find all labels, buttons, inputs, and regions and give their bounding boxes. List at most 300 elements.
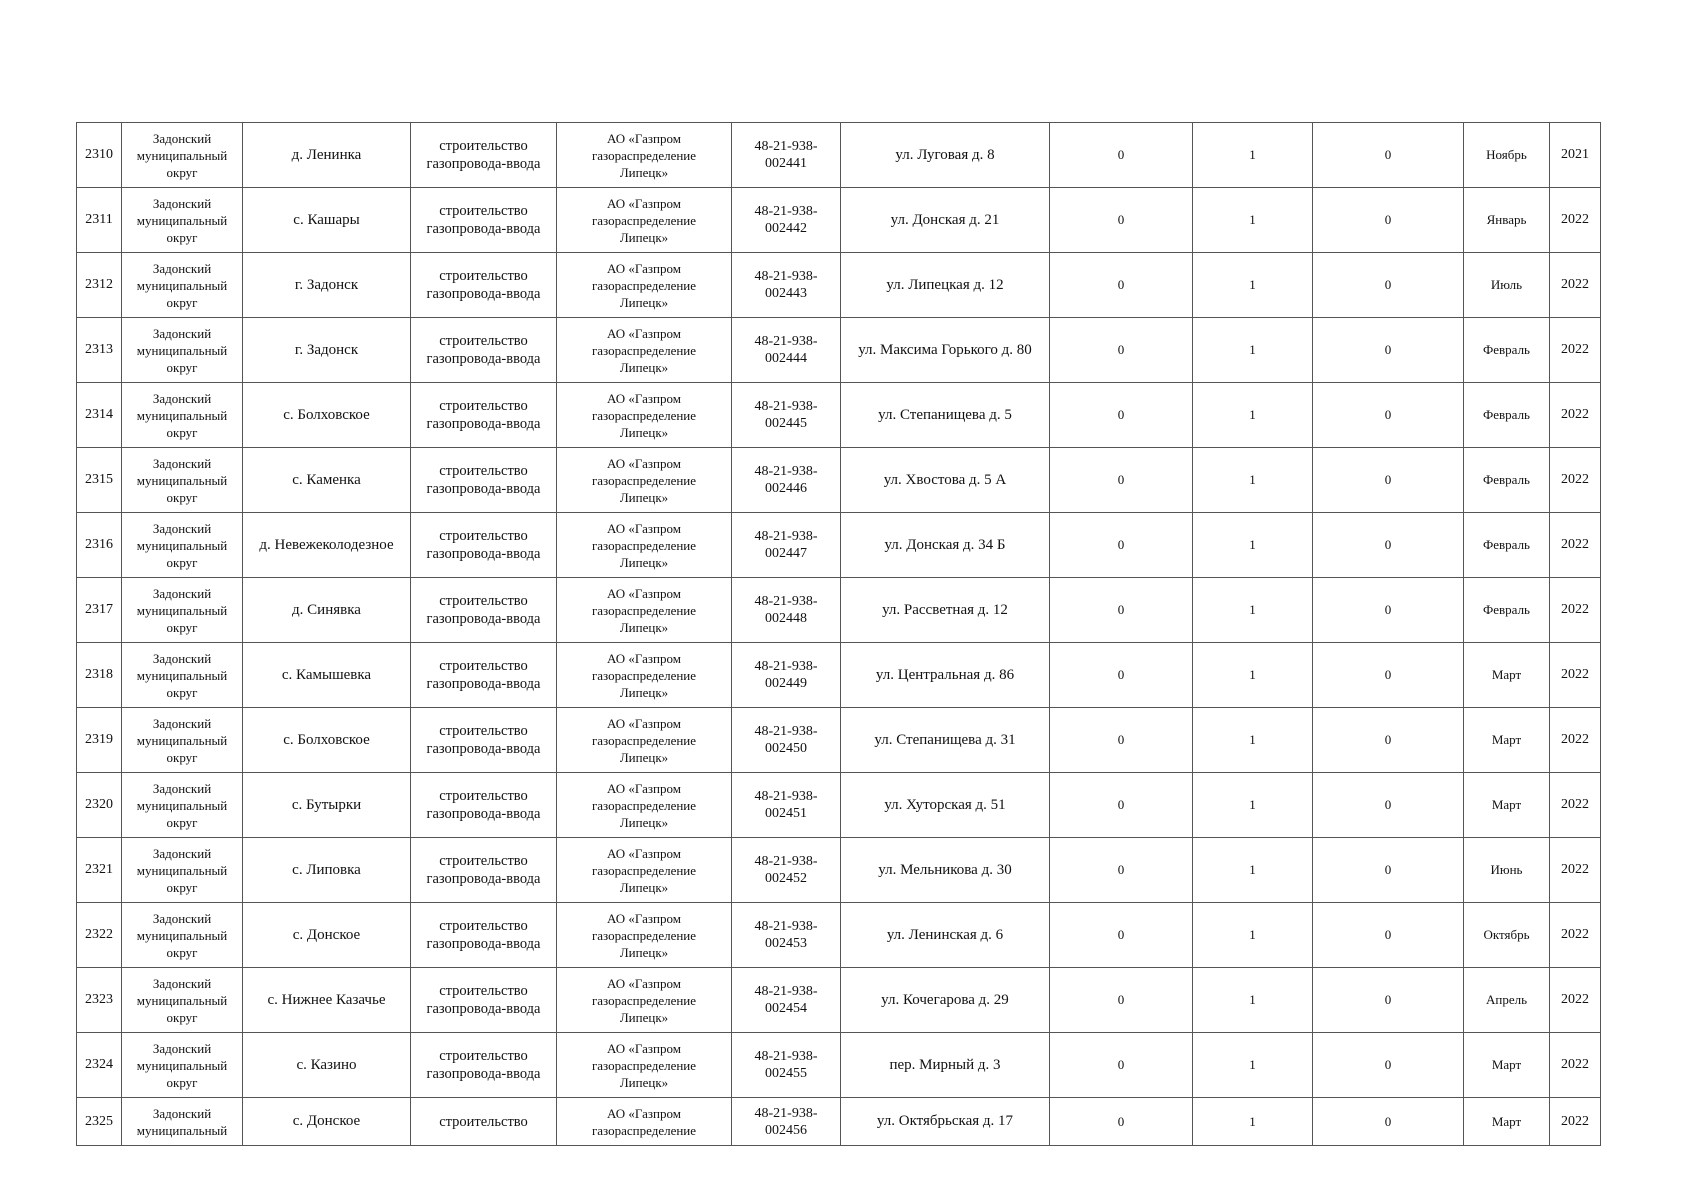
organization-line: АО «Газпром <box>607 845 681 861</box>
work-type-line: газопровода-ввода <box>426 351 541 367</box>
municipality-cell <box>122 578 243 643</box>
value-3-cell: 0 <box>1313 448 1464 513</box>
municipality-line: округ <box>166 554 198 570</box>
municipality-line: Задонский <box>152 650 212 666</box>
registry-code-line: 002455 <box>765 1066 807 1081</box>
month-cell: Март <box>1464 643 1550 708</box>
work-type-line: строительство <box>439 528 528 544</box>
work-type-line: газопровода-ввода <box>426 221 541 237</box>
organization-cell <box>557 123 732 188</box>
municipality-line: округ <box>166 424 198 440</box>
registry-code-cell <box>732 513 841 578</box>
value-1-cell: 0 <box>1050 383 1193 448</box>
organization-line: АО «Газпром <box>607 585 681 601</box>
registry-code-line: 002454 <box>765 1001 807 1016</box>
municipality-line: Задонский <box>152 130 212 146</box>
address-cell: ул. Мельникова д. 30 <box>841 838 1050 903</box>
year-cell: 2022 <box>1550 513 1601 578</box>
value-1-cell: 0 <box>1050 1033 1193 1098</box>
work-type-line: строительство <box>439 1048 528 1064</box>
value-2-cell: 1 <box>1193 318 1313 383</box>
row-number-cell: 2320 <box>77 773 122 838</box>
organization-line: АО «Газпром <box>607 260 681 276</box>
month-cell: Февраль <box>1464 383 1550 448</box>
work-type-line: строительство <box>439 203 528 219</box>
municipality-line: округ <box>166 684 198 700</box>
organization-cell <box>557 448 732 513</box>
organization-cell <box>557 578 732 643</box>
registry-code-line: 002452 <box>765 871 807 886</box>
municipality-line: округ <box>166 1074 198 1090</box>
month-cell: Октябрь <box>1464 903 1550 968</box>
value-2-cell: 1 <box>1193 1033 1313 1098</box>
address-cell: ул. Луговая д. 8 <box>841 123 1050 188</box>
address-cell: ул. Ленинская д. 6 <box>841 903 1050 968</box>
table-row <box>77 188 1601 253</box>
month-cell: Март <box>1464 708 1550 773</box>
municipality-cell <box>122 318 243 383</box>
organization-cell <box>557 1033 732 1098</box>
registry-code-line: 48-21-938- <box>754 399 818 414</box>
registry-code-cell <box>732 448 841 513</box>
municipality-line: муниципальный <box>136 212 228 228</box>
organization-line: газораспределение <box>591 667 697 683</box>
municipality-line: муниципальный <box>136 537 228 553</box>
organization-line: газораспределение <box>591 862 697 878</box>
table-row <box>77 838 1601 903</box>
row-number-cell: 2315 <box>77 448 122 513</box>
organization-line: АО «Газпром <box>607 195 681 211</box>
registry-code-line: 48-21-938- <box>754 919 818 934</box>
registry-code-line: 002443 <box>765 286 807 301</box>
value-2-cell: 1 <box>1193 448 1313 513</box>
municipality-line: муниципальный <box>136 407 228 423</box>
municipality-line: муниципальный <box>136 277 228 293</box>
registry-code-cell <box>732 123 841 188</box>
value-2-cell: 1 <box>1193 578 1313 643</box>
table-row <box>77 448 1601 513</box>
row-number-cell: 2322 <box>77 903 122 968</box>
work-type-line: газопровода-ввода <box>426 286 541 302</box>
organization-line: газораспределение <box>591 147 697 163</box>
year-cell: 2022 <box>1550 1098 1601 1146</box>
table-row <box>77 123 1601 188</box>
work-type-line: строительство <box>439 853 528 869</box>
registry-code-line: 48-21-938- <box>754 269 818 284</box>
value-3-cell: 0 <box>1313 123 1464 188</box>
registry-code-line: 48-21-938- <box>754 1049 818 1064</box>
organization-cell <box>557 383 732 448</box>
work-type-line: строительство <box>439 333 528 349</box>
work-type-line: строительство <box>439 658 528 674</box>
work-type-cell <box>411 578 557 643</box>
organization-line: Липецк» <box>619 944 669 960</box>
registry-code-line: 48-21-938- <box>754 594 818 609</box>
municipality-line: муниципальный <box>136 147 228 163</box>
table-row <box>77 968 1601 1033</box>
month-cell: Февраль <box>1464 448 1550 513</box>
address-cell: ул. Центральная д. 86 <box>841 643 1050 708</box>
organization-line: газораспределение <box>591 797 697 813</box>
organization-line: Липецк» <box>619 294 669 310</box>
organization-line: газораспределение <box>591 1122 697 1138</box>
municipality-cell <box>122 448 243 513</box>
value-3-cell: 0 <box>1313 903 1464 968</box>
locality-cell: с. Болховское <box>243 383 411 448</box>
address-cell: ул. Донская д. 34 Б <box>841 513 1050 578</box>
organization-cell <box>557 1098 732 1146</box>
organization-cell <box>557 188 732 253</box>
value-2-cell: 1 <box>1193 643 1313 708</box>
organization-line: АО «Газпром <box>607 1105 681 1121</box>
registry-code-cell <box>732 318 841 383</box>
year-cell: 2022 <box>1550 578 1601 643</box>
municipality-cell <box>122 253 243 318</box>
municipality-line: муниципальный <box>136 732 228 748</box>
organization-line: газораспределение <box>591 927 697 943</box>
table-row <box>77 253 1601 318</box>
municipality-line: округ <box>166 164 198 180</box>
organization-line: Липецк» <box>619 1074 669 1090</box>
municipality-line: Задонский <box>152 195 212 211</box>
organization-line: газораспределение <box>591 1057 697 1073</box>
municipality-line: Задонский <box>152 325 212 341</box>
organization-line: газораспределение <box>591 277 697 293</box>
address-cell: ул. Хвостова д. 5 А <box>841 448 1050 513</box>
value-2-cell: 1 <box>1193 1098 1313 1146</box>
value-1-cell: 0 <box>1050 188 1193 253</box>
value-3-cell: 0 <box>1313 773 1464 838</box>
municipality-line: Задонский <box>152 845 212 861</box>
organization-cell <box>557 513 732 578</box>
value-2-cell: 1 <box>1193 253 1313 318</box>
address-cell: ул. Максима Горького д. 80 <box>841 318 1050 383</box>
locality-cell: с. Нижнее Казачье <box>243 968 411 1033</box>
work-type-cell <box>411 1033 557 1098</box>
registry-code-line: 48-21-938- <box>754 789 818 804</box>
registry-code-line: 48-21-938- <box>754 1105 818 1121</box>
registry-code-line: 48-21-938- <box>754 139 818 154</box>
municipality-line: округ <box>166 229 198 245</box>
registry-code-cell <box>732 903 841 968</box>
value-1-cell: 0 <box>1050 123 1193 188</box>
row-number-cell: 2325 <box>77 1098 122 1146</box>
work-type-line: строительство <box>439 138 528 154</box>
organization-line: Липецк» <box>619 229 669 245</box>
registry-code-line: 48-21-938- <box>754 334 818 349</box>
registry-code-line: 48-21-938- <box>754 204 818 219</box>
row-number-cell: 2317 <box>77 578 122 643</box>
municipality-cell <box>122 968 243 1033</box>
value-3-cell: 0 <box>1313 1033 1464 1098</box>
row-number-cell: 2321 <box>77 838 122 903</box>
value-1-cell: 0 <box>1050 968 1193 1033</box>
year-cell: 2022 <box>1550 643 1601 708</box>
organization-line: АО «Газпром <box>607 780 681 796</box>
organization-line: АО «Газпром <box>607 975 681 991</box>
organization-line: АО «Газпром <box>607 715 681 731</box>
municipality-cell <box>122 188 243 253</box>
value-2-cell: 1 <box>1193 773 1313 838</box>
value-3-cell: 0 <box>1313 253 1464 318</box>
work-type-cell <box>411 903 557 968</box>
organization-line: АО «Газпром <box>607 390 681 406</box>
locality-cell: с. Донское <box>243 1098 411 1146</box>
row-number-cell: 2318 <box>77 643 122 708</box>
registry-code-cell <box>732 708 841 773</box>
work-type-cell <box>411 188 557 253</box>
value-1-cell: 0 <box>1050 253 1193 318</box>
municipality-line: округ <box>166 1009 198 1025</box>
address-cell: пер. Мирный д. 3 <box>841 1033 1050 1098</box>
month-cell: Июль <box>1464 253 1550 318</box>
registry-code-line: 002445 <box>765 416 807 431</box>
locality-cell: с. Донское <box>243 903 411 968</box>
work-type-line: газопровода-ввода <box>426 611 541 627</box>
value-3-cell: 0 <box>1313 188 1464 253</box>
municipality-line: округ <box>166 294 198 310</box>
registry-code-line: 002447 <box>765 546 807 561</box>
year-cell: 2021 <box>1550 123 1601 188</box>
registry-code-cell <box>732 253 841 318</box>
municipality-line: Задонский <box>152 585 212 601</box>
address-cell: ул. Степанищева д. 31 <box>841 708 1050 773</box>
value-2-cell: 1 <box>1193 708 1313 773</box>
locality-cell: с. Липовка <box>243 838 411 903</box>
municipality-line: округ <box>166 619 198 635</box>
registry-code-line: 002442 <box>765 221 807 236</box>
municipality-line: округ <box>166 944 198 960</box>
locality-cell: д. Ленинка <box>243 123 411 188</box>
organization-line: газораспределение <box>591 342 697 358</box>
work-type-line: строительство <box>439 918 528 934</box>
work-type-cell <box>411 968 557 1033</box>
organization-line: Липецк» <box>619 359 669 375</box>
work-type-line: газопровода-ввода <box>426 806 541 822</box>
work-type-line: строительство <box>439 983 528 999</box>
year-cell: 2022 <box>1550 903 1601 968</box>
registry-code-line: 002449 <box>765 676 807 691</box>
organization-line: АО «Газпром <box>607 1040 681 1056</box>
table-row <box>77 1098 1601 1146</box>
organization-line: Липецк» <box>619 1009 669 1025</box>
work-type-cell <box>411 1098 557 1146</box>
work-type-cell <box>411 253 557 318</box>
registry-code-line: 002453 <box>765 936 807 951</box>
organization-line: газораспределение <box>591 472 697 488</box>
year-cell: 2022 <box>1550 773 1601 838</box>
month-cell: Март <box>1464 1033 1550 1098</box>
value-3-cell: 0 <box>1313 838 1464 903</box>
municipality-cell <box>122 123 243 188</box>
year-cell: 2022 <box>1550 318 1601 383</box>
value-1-cell: 0 <box>1050 1098 1193 1146</box>
organization-line: АО «Газпром <box>607 520 681 536</box>
municipality-cell <box>122 708 243 773</box>
registry-code-cell <box>732 1033 841 1098</box>
row-number-cell: 2323 <box>77 968 122 1033</box>
organization-cell <box>557 708 732 773</box>
organization-cell <box>557 773 732 838</box>
year-cell: 2022 <box>1550 968 1601 1033</box>
locality-cell: с. Кашары <box>243 188 411 253</box>
municipality-line: муниципальный <box>136 342 228 358</box>
organization-line: Липецк» <box>619 489 669 505</box>
work-type-cell <box>411 123 557 188</box>
municipality-line: Задонский <box>152 390 212 406</box>
organization-line: АО «Газпром <box>607 650 681 666</box>
table-row <box>77 708 1601 773</box>
row-number-cell: 2314 <box>77 383 122 448</box>
organization-line: газораспределение <box>591 602 697 618</box>
row-number-cell: 2313 <box>77 318 122 383</box>
value-3-cell: 0 <box>1313 578 1464 643</box>
work-type-cell <box>411 383 557 448</box>
municipality-line: муниципальный <box>136 992 228 1008</box>
month-cell: Февраль <box>1464 318 1550 383</box>
work-type-line: газопровода-ввода <box>426 416 541 432</box>
organization-cell <box>557 253 732 318</box>
registry-code-line: 002444 <box>765 351 807 366</box>
registry-code-line: 002446 <box>765 481 807 496</box>
year-cell: 2022 <box>1550 838 1601 903</box>
registry-code-line: 002456 <box>765 1122 807 1138</box>
row-number-cell: 2311 <box>77 188 122 253</box>
value-1-cell: 0 <box>1050 578 1193 643</box>
work-type-line: газопровода-ввода <box>426 741 541 757</box>
value-2-cell: 1 <box>1193 903 1313 968</box>
locality-cell: д. Невежеколодезное <box>243 513 411 578</box>
registry-code-cell <box>732 1098 841 1146</box>
registry-code-line: 48-21-938- <box>754 854 818 869</box>
value-3-cell: 0 <box>1313 318 1464 383</box>
row-number-cell: 2319 <box>77 708 122 773</box>
municipality-line: муниципальный <box>136 472 228 488</box>
work-type-line: строительство <box>439 398 528 414</box>
work-type-line: строительство <box>439 788 528 804</box>
municipality-cell <box>122 773 243 838</box>
year-cell: 2022 <box>1550 708 1601 773</box>
value-3-cell: 0 <box>1313 708 1464 773</box>
work-type-cell <box>411 773 557 838</box>
year-cell: 2022 <box>1550 1033 1601 1098</box>
row-number-cell: 2316 <box>77 513 122 578</box>
value-1-cell: 0 <box>1050 903 1193 968</box>
month-cell: Март <box>1464 773 1550 838</box>
value-2-cell: 1 <box>1193 513 1313 578</box>
municipality-line: Задонский <box>152 715 212 731</box>
organization-cell <box>557 643 732 708</box>
organization-cell <box>557 838 732 903</box>
work-type-line: газопровода-ввода <box>426 871 541 887</box>
municipality-line: муниципальный <box>136 667 228 683</box>
value-3-cell: 0 <box>1313 968 1464 1033</box>
year-cell: 2022 <box>1550 253 1601 318</box>
work-type-line: строительство <box>439 593 528 609</box>
work-type-cell <box>411 708 557 773</box>
work-type-line: газопровода-ввода <box>426 676 541 692</box>
work-type-cell <box>411 448 557 513</box>
registry-code-cell <box>732 383 841 448</box>
work-type-line: строительство <box>439 723 528 739</box>
value-1-cell: 0 <box>1050 773 1193 838</box>
work-type-line: газопровода-ввода <box>426 481 541 497</box>
organization-line: Липецк» <box>619 814 669 830</box>
locality-cell: г. Задонск <box>243 318 411 383</box>
municipality-line: округ <box>166 489 198 505</box>
year-cell: 2022 <box>1550 448 1601 513</box>
organization-line: АО «Газпром <box>607 455 681 471</box>
table-row <box>77 773 1601 838</box>
value-3-cell: 0 <box>1313 643 1464 708</box>
work-type-cell <box>411 513 557 578</box>
row-number-cell: 2324 <box>77 1033 122 1098</box>
month-cell: Ноябрь <box>1464 123 1550 188</box>
municipality-line: Задонский <box>152 910 212 926</box>
organization-line: Липецк» <box>619 749 669 765</box>
work-type-line: строительство <box>439 268 528 284</box>
month-cell: Январь <box>1464 188 1550 253</box>
municipality-line: округ <box>166 814 198 830</box>
organization-line: АО «Газпром <box>607 910 681 926</box>
registry-code-line: 48-21-938- <box>754 724 818 739</box>
row-number-cell: 2310 <box>77 123 122 188</box>
table-body <box>77 123 1601 1146</box>
registry-code-cell <box>732 578 841 643</box>
municipality-line: Задонский <box>152 455 212 471</box>
locality-cell: с. Камышевка <box>243 643 411 708</box>
document-page <box>76 122 1601 1146</box>
organization-line: Липецк» <box>619 164 669 180</box>
municipality-cell <box>122 643 243 708</box>
work-type-cell <box>411 838 557 903</box>
registry-code-line: 48-21-938- <box>754 464 818 479</box>
value-3-cell: 0 <box>1313 1098 1464 1146</box>
organization-line: Липецк» <box>619 424 669 440</box>
municipality-line: округ <box>166 749 198 765</box>
registry-code-line: 48-21-938- <box>754 529 818 544</box>
work-type-line: газопровода-ввода <box>426 546 541 562</box>
locality-cell: с. Каменка <box>243 448 411 513</box>
municipality-line: муниципальный <box>136 797 228 813</box>
organization-line: АО «Газпром <box>607 325 681 341</box>
address-cell: ул. Степанищева д. 5 <box>841 383 1050 448</box>
organization-line: газораспределение <box>591 732 697 748</box>
address-cell: ул. Кочегарова д. 29 <box>841 968 1050 1033</box>
municipality-line: муниципальный <box>136 927 228 943</box>
organization-line: Липецк» <box>619 619 669 635</box>
organization-line: газораспределение <box>591 537 697 553</box>
address-cell: ул. Липецкая д. 12 <box>841 253 1050 318</box>
locality-cell: с. Болховское <box>243 708 411 773</box>
municipality-line: Задонский <box>152 780 212 796</box>
organization-line: Липецк» <box>619 879 669 895</box>
locality-cell: с. Казино <box>243 1033 411 1098</box>
registry-code-line: 48-21-938- <box>754 984 818 999</box>
value-1-cell: 0 <box>1050 708 1193 773</box>
organization-cell <box>557 968 732 1033</box>
municipality-line: Задонский <box>152 260 212 276</box>
municipality-line: округ <box>166 879 198 895</box>
organization-line: газораспределение <box>591 212 697 228</box>
municipality-cell <box>122 1033 243 1098</box>
gas-connections-table <box>76 122 1601 1146</box>
work-type-line: газопровода-ввода <box>426 936 541 952</box>
municipality-line: Задонский <box>152 1040 212 1056</box>
registry-code-line: 002448 <box>765 611 807 626</box>
work-type-line: газопровода-ввода <box>426 156 541 172</box>
registry-code-cell <box>732 643 841 708</box>
